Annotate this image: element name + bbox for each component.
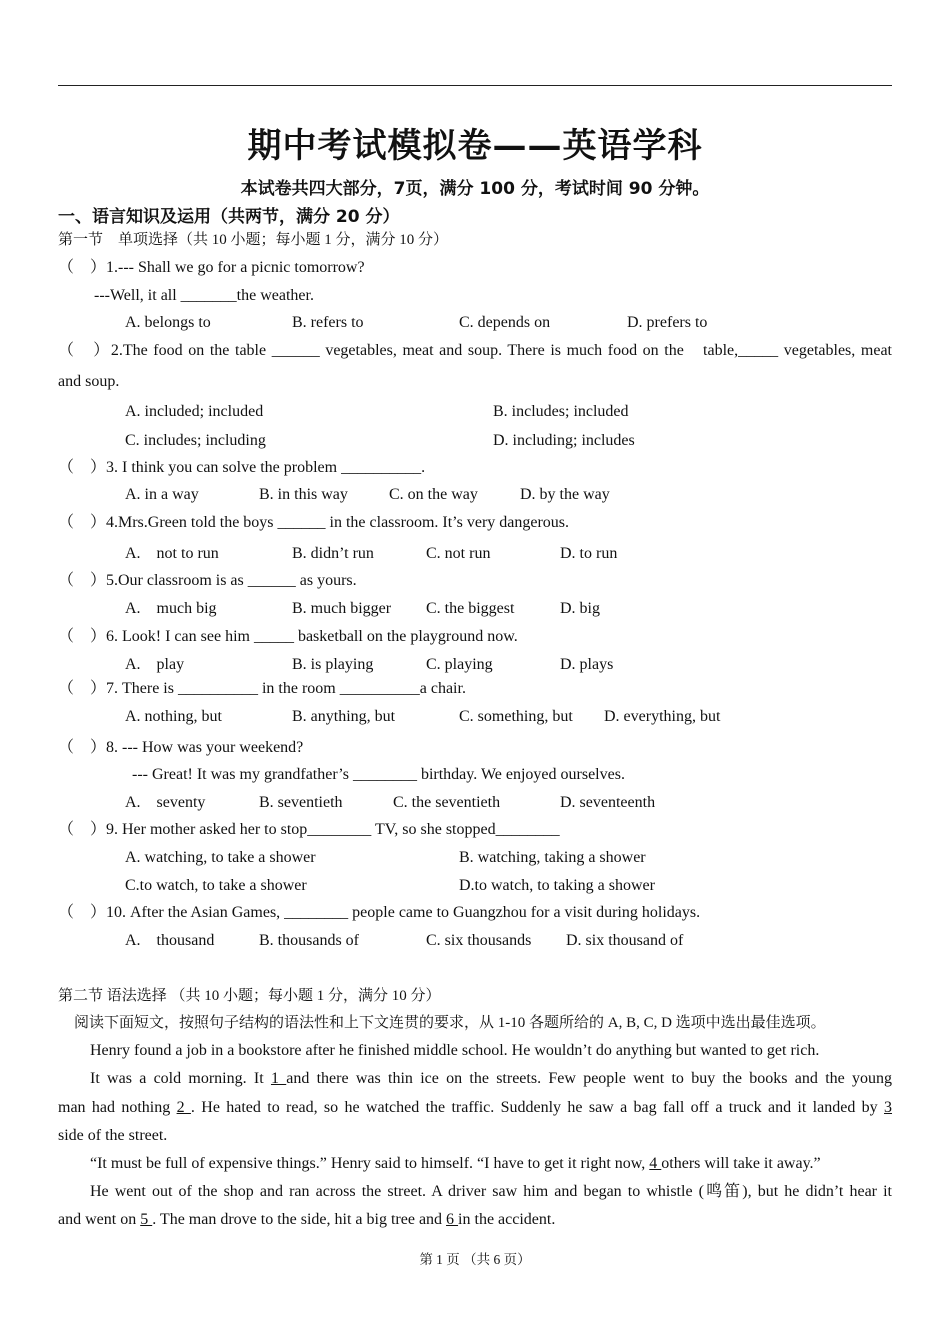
passage-line-4: side of the street. [58, 1127, 168, 1144]
q3-option-a: A. in a way [125, 486, 199, 503]
blank-4: 4 [649, 1155, 662, 1172]
q3-option-d: D. by the way [520, 486, 610, 503]
q6-option-c: C. playing [426, 656, 493, 673]
section2-heading: 第二节 语法选择 （共 10 小题；每小题 1 分，满分 10 分） [58, 988, 441, 1004]
q2-stem: （ ）2.The food on the table ______ vegetables, meat and soup. There is much food on the table,_____ vegetables, meat [58, 342, 892, 359]
q6-stem: （ ）6. Look! I can see him _____ basketball on the playground now. [58, 628, 518, 645]
q8-stem: （ ）8. --- How was your weekend? [58, 739, 304, 756]
section1-heading: 第一节 单项选择（共 10 小题；每小题 1 分，满分 10 分） [58, 232, 449, 248]
passage-line-3: man had nothing 2 . He hated to read, so he watched the traffic. Suddenly he saw a bag fall off a truck and it landed by 3 [58, 1099, 893, 1116]
q6-option-d: D. plays [560, 656, 614, 673]
q1-option-b: B. refers to [292, 314, 364, 331]
page-title: 期中考试模拟卷——英语学科 [247, 126, 703, 166]
q8-option-a: A. seventy [125, 794, 206, 811]
q2-stem-2: and soup. [58, 373, 120, 390]
q1-option-d: D. prefers to [627, 314, 708, 331]
q1-stem-2: ---Well, it all _______the weather. [94, 287, 314, 304]
q8-option-b: B. seventieth [259, 794, 343, 811]
q4-option-d: D. to run [560, 545, 618, 562]
q7-option-c: C. something, but [459, 708, 573, 725]
q9-option-d: D.to watch, to taking a shower [459, 877, 655, 894]
q9-option-a: A. watching, to take a shower [125, 849, 316, 866]
passage-line-5: “It must be full of expensive things.” Henry said to himself. “I have to get it right now, 4 others will take it away.” [90, 1155, 821, 1172]
q1-stem: （ ）1.--- Shall we go for a picnic tomorrow? [58, 259, 365, 276]
q5-stem: （ ）5.Our classroom is as ______ as yours. [58, 572, 357, 589]
q5-option-c: C. the biggest [426, 600, 515, 617]
q8-option-c: C. the seventieth [393, 794, 501, 811]
passage-line-7: and went on 5 . The man drove to the side, hit a big tree and 6 in the accident. [58, 1211, 556, 1228]
q5-option-b: B. much bigger [292, 600, 392, 617]
q7-option-d: D. everything, but [604, 708, 721, 725]
q5-option-d: D. big [560, 600, 600, 617]
q7-option-a: A. nothing, but [125, 708, 222, 725]
q3-stem: （ ）3. I think you can solve the problem __________. [58, 459, 426, 476]
q3-option-c: C. on the way [389, 486, 478, 503]
q4-stem: （ ）4.Mrs.Green told the boys ______ in the classroom. It’s very dangerous. [58, 514, 570, 531]
q8-stem-2: --- Great! It was my grandfather’s ________ birthday. We enjoyed ourselves. [132, 766, 625, 783]
q2-option-b: B. includes; included [493, 403, 629, 420]
q1-option-c: C. depends on [459, 314, 551, 331]
q4-option-c: C. not run [426, 545, 491, 562]
q1-option-a: A. belongs to [125, 314, 211, 331]
passage-line-1: Henry found a job in a bookstore after he finished middle school. He wouldn’t do anything but wanted to get rich. [90, 1042, 820, 1059]
q2-option-d: D. including; includes [493, 432, 635, 449]
q10-option-d: D. six thousand of [566, 932, 684, 949]
blank-3: 3 [884, 1099, 893, 1116]
passage-line-6: He went out of the shop and ran across the street. A driver saw him and began to whistle (鸣笛), but he didn’t hear it [90, 1183, 892, 1200]
page-footer: 第 1 页 （共 6 页） [419, 1252, 531, 1267]
q4-option-b: B. didn’t run [292, 545, 374, 562]
header-rule [58, 85, 892, 86]
blank-5: 5 [140, 1211, 153, 1228]
blank-2: 2 [176, 1099, 191, 1116]
q7-option-b: B. anything, but [292, 708, 396, 725]
q8-option-d: D. seventeenth [560, 794, 656, 811]
q10-option-c: C. six thousands [426, 932, 532, 949]
passage-line-2: It was a cold morning. It 1 and there was thin ice on the streets. Few people went to buy the books and the young [90, 1070, 893, 1087]
part1-heading: 一、语言知识及运用（共两节，满分 20 分） [58, 207, 400, 227]
q2-option-c: C. includes; including [125, 432, 266, 449]
q9-stem: （ ）9. Her mother asked her to stop________ TV, so she stopped________ [58, 821, 560, 838]
q9-option-c: C.to watch, to take a shower [125, 877, 307, 894]
q10-option-a: A. thousand [125, 932, 215, 949]
q10-stem: （ ）10. After the Asian Games, ________ people came to Guangzhou for a visit during holidays. [58, 904, 701, 921]
q10-option-b: B. thousands of [259, 932, 359, 949]
blank-6: 6 [446, 1211, 459, 1228]
q5-option-a: A. much big [125, 600, 217, 617]
blank-1: 1 [270, 1070, 287, 1087]
page-subtitle: 本试卷共四大部分，7页，满分 100 分，考试时间 90 分钟。 [240, 179, 710, 199]
q3-option-b: B. in this way [259, 486, 348, 503]
q6-option-a: A. play [125, 656, 185, 673]
q6-option-b: B. is playing [292, 656, 374, 673]
q4-option-a: A. not to run [125, 545, 219, 562]
q9-option-b: B. watching, taking a shower [459, 849, 646, 866]
q2-option-a: A. included; included [125, 403, 264, 420]
q7-stem: （ ）7. There is __________ in the room __________a chair. [58, 680, 466, 697]
section2-instruction: 阅读下面短文，按照句子结构的语法性和上下文连贯的要求，从 1-10 各题所给的 A, B, C, D 选项中选出最佳选项。 [74, 1015, 826, 1031]
